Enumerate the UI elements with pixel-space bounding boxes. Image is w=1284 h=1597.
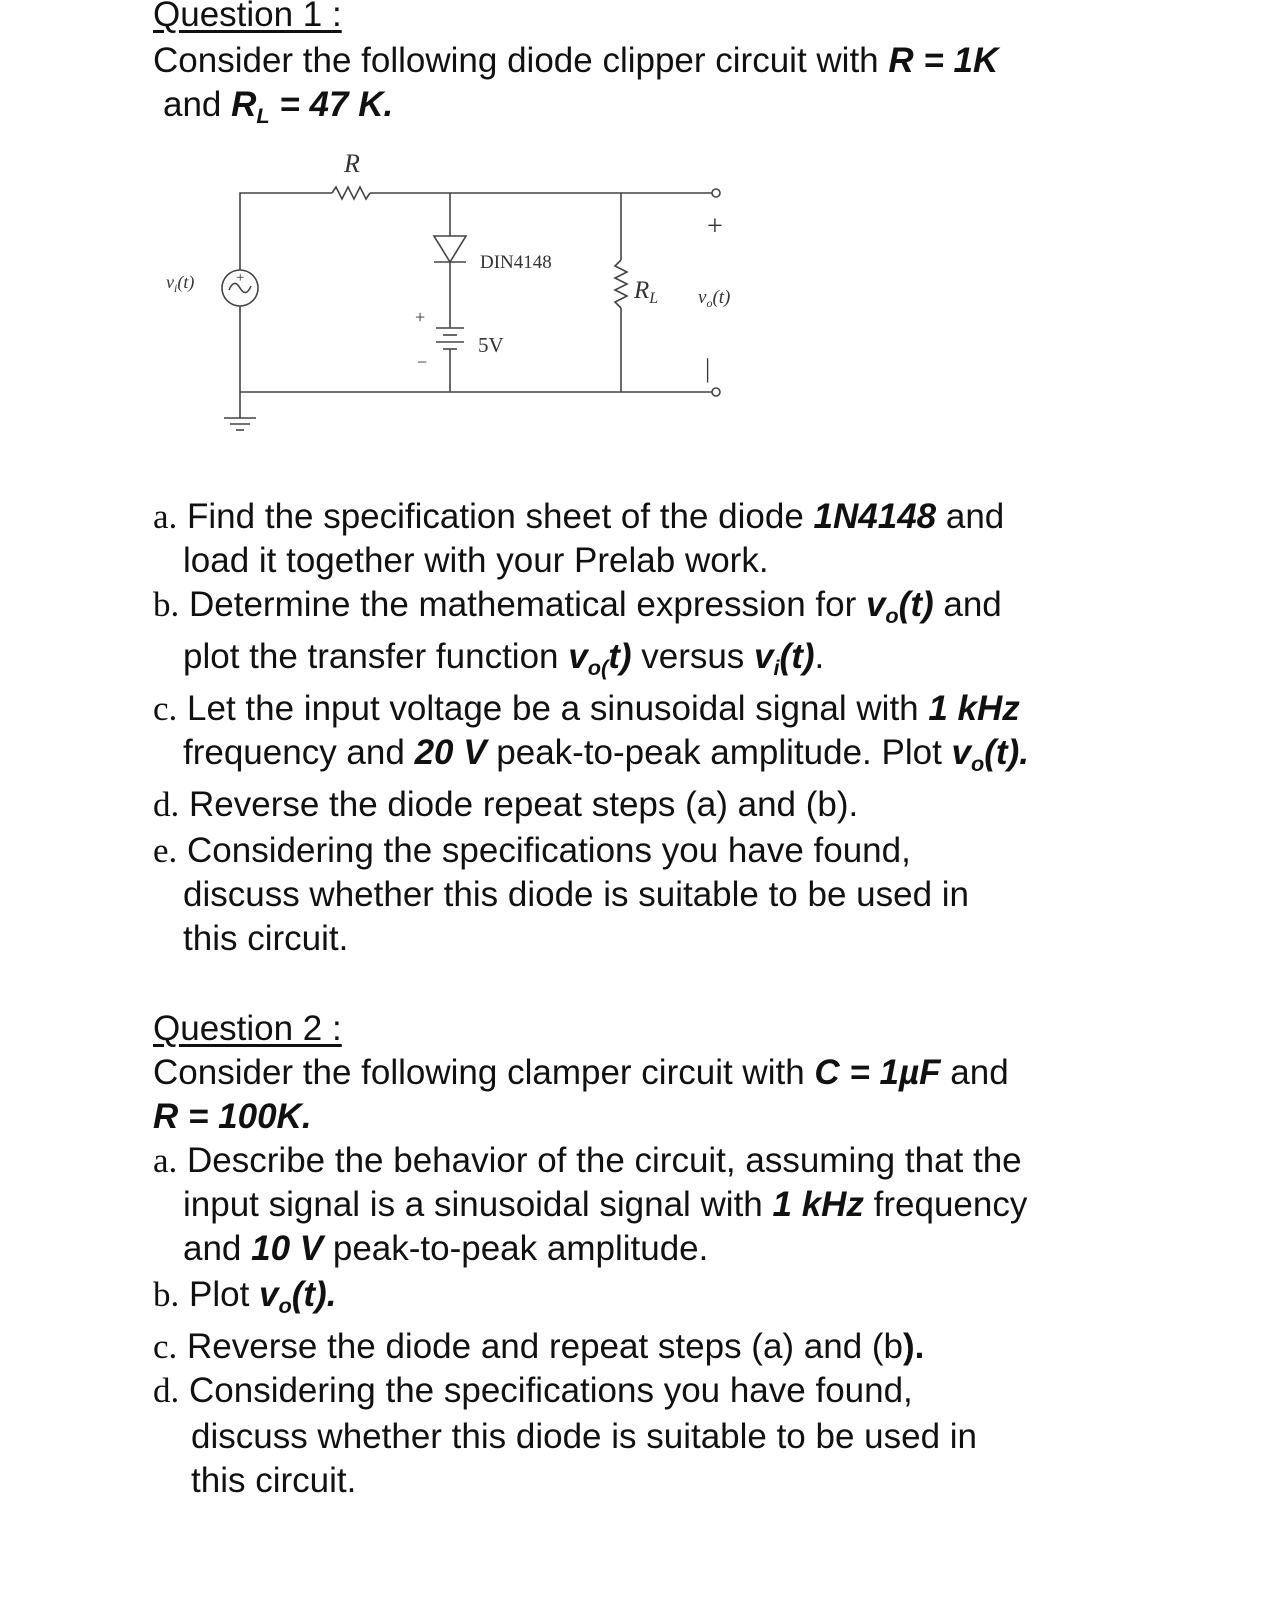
q2-item-d-line2: discuss whether this diode is suitable to be used in [191,1417,978,1456]
resistor-r [332,187,370,199]
item-letter: a. [153,497,178,536]
q1-item-e-line3: this circuit. [183,919,349,958]
left-wire [240,193,332,410]
item-letter: c. [153,1327,178,1366]
load-resistor-rl [615,260,627,308]
q1-item-a-line1: a. Find the specification sheet of the diode 1N4148 and [153,497,1005,536]
question-1-intro-line2 [163,84,393,126]
question-1-intro [153,40,998,82]
output-minus: | [705,354,711,383]
battery-label: 5V [478,333,504,357]
q1-item-b-line2: plot the transfer function $v_{o(}t$) versus $v_i(t)$. [183,637,825,680]
q1-item-a-line2: load it together with your Prelab work. [183,541,769,580]
q1-item-d: d. Reverse the diode repeat steps (a) and (b). [153,785,859,824]
q1-item-b-line1: b. Determine the mathematical expression for $v_o(t)$ and [153,585,1002,628]
output-voltage-label: $v_o(t)$ [698,287,731,310]
question-2-intro-line2 [153,1096,312,1138]
q2-item-b: b. Plot $v_o(t)$. [153,1275,337,1318]
load-resistor-label: $R_L$ [634,277,659,307]
intro-text-2: and [163,85,232,124]
q1-item-c-line2: frequency and 20 V peak-to-peak amplitude. Plot $v_o(t)$. [183,733,1029,776]
output-plus: + [707,211,723,242]
diode-label: DIN4148 [480,252,552,273]
intro-text: Consider the following diode clipper circuit with [153,41,889,80]
r-value-2: R = 100K. [153,1097,312,1136]
item-letter: a. [153,1141,178,1180]
q1-item-e-line2: discuss whether this diode is suitable to be used in [183,875,970,914]
item-letter: b. [153,585,180,624]
item-letter: d. [153,785,180,824]
q2-item-c: c. Reverse the diode and repeat steps (a) and (b). [153,1327,925,1366]
source-plus: + [236,270,245,286]
rl-value: = 47 K. [269,85,394,124]
rl-symbol: $R_L$ [231,85,270,128]
item-letter: d. [153,1371,180,1410]
item-letter: e. [153,831,178,870]
output-terminal-bottom [712,388,720,396]
item-letter: b. [153,1275,180,1314]
battery-plus: + [415,307,426,327]
item-letter: c. [153,689,178,728]
battery-minus: − [417,352,428,372]
q2-item-a-line1: a. Describe the behavior of the circuit, assuming that the [153,1141,1022,1180]
question-2-heading: Question 2 : [153,1009,342,1048]
question-2-intro: Consider the following clamper circuit with C = 1µF and [153,1053,1009,1092]
q1-item-c-line1: c. Let the input voltage be a sinusoidal signal with 1 kHz [153,689,1020,728]
question-1-heading: Question 1 : [153,0,342,34]
q2-item-a-line3: and 10 V peak-to-peak amplitude. [183,1229,709,1268]
output-terminal-top [712,189,720,197]
resistor-label: R [344,149,360,178]
clipper-circuit-diagram [0,140,800,440]
input-voltage-label: $v_i(t)$ [166,272,195,295]
q2-item-d-line1: d. Considering the specifications you have found, [153,1371,913,1410]
q1-item-e-line1: e. Considering the specifications you have found, [153,831,911,870]
q2-item-d-line3: this circuit. [191,1461,357,1500]
diode-1n4148 [434,236,466,262]
c-value: C = 1µF [814,1053,941,1092]
q2-item-a-line2: input signal is a sinusoidal signal with 1 kHz frequency [183,1185,1028,1224]
r-value: R = 1K [888,41,999,80]
